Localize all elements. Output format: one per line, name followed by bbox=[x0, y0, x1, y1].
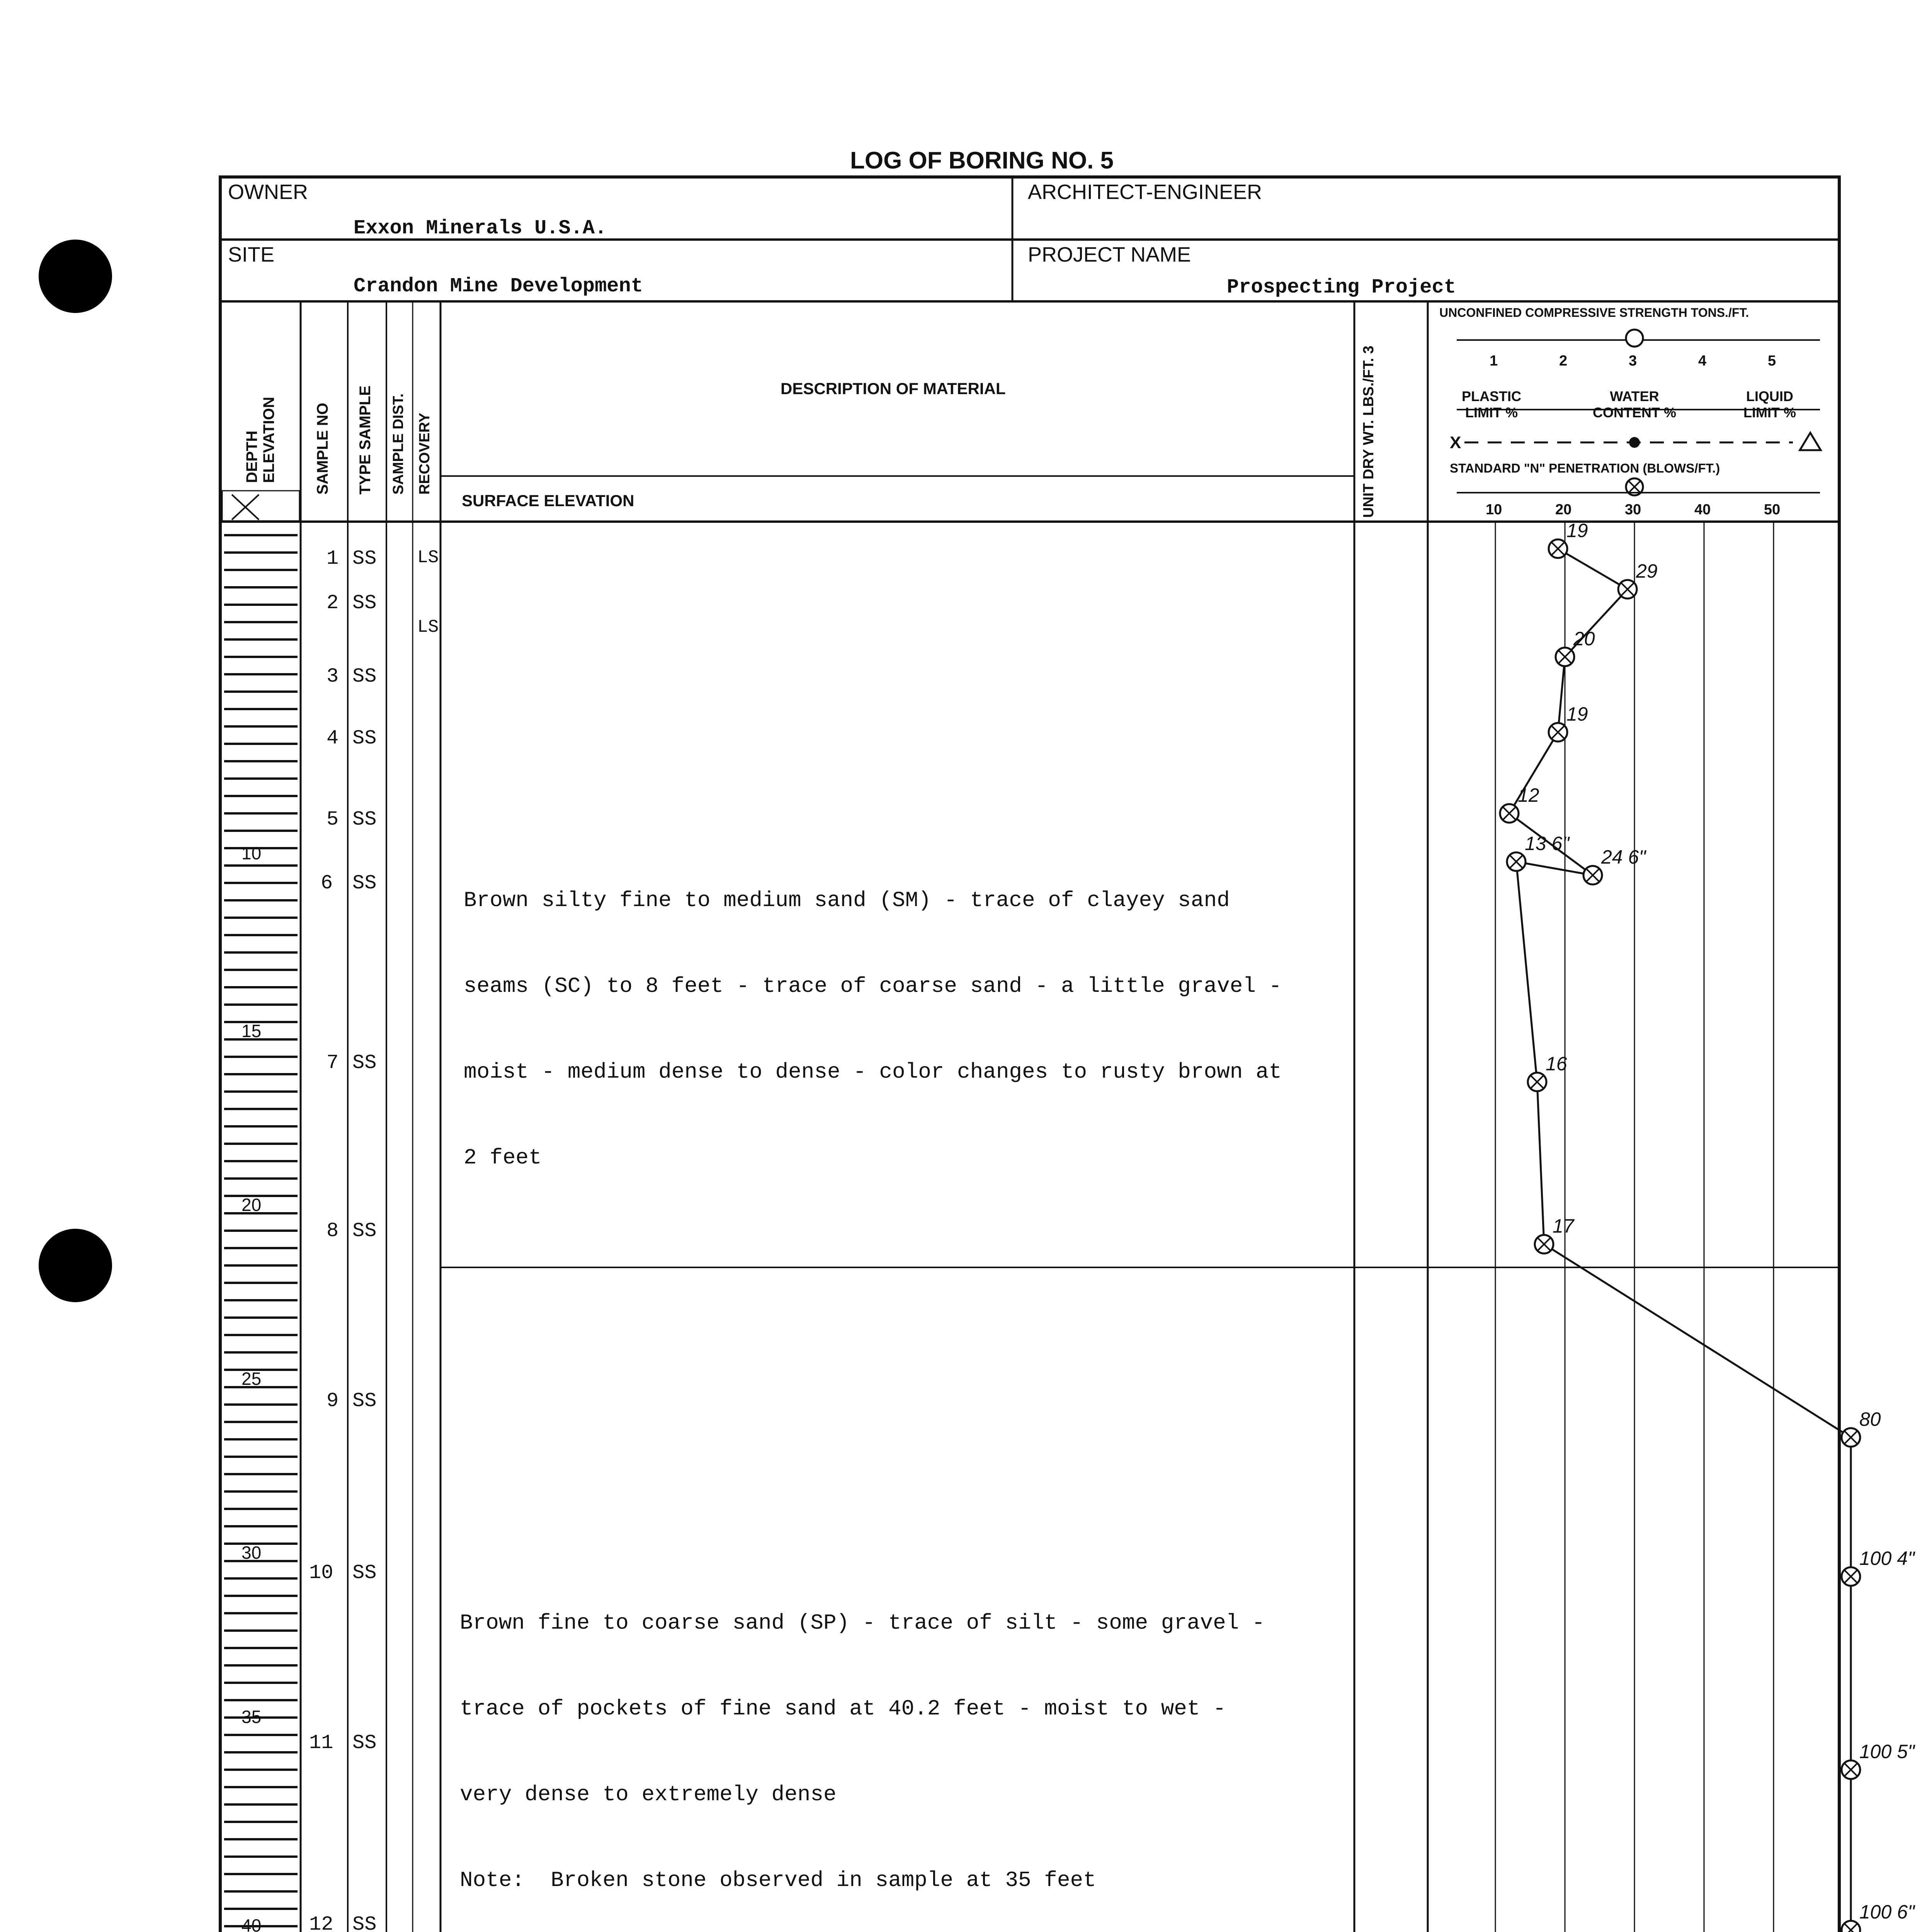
description-line: moist - medium dense to dense - color changes to rusty brown at bbox=[464, 1060, 1282, 1084]
sample-type: SS bbox=[352, 727, 377, 750]
depth-label: 40 bbox=[242, 1915, 262, 1932]
penetration-point bbox=[1500, 784, 1539, 823]
penetration-label: 19 bbox=[1566, 703, 1588, 725]
description-line: Brown fine to coarse sand (SP) - trace of silt - some gravel - bbox=[460, 1611, 1265, 1635]
penetration-label: 100 6" bbox=[1859, 1901, 1915, 1923]
penetration-tick: 40 bbox=[1694, 502, 1711, 518]
penetration-label: 17 bbox=[1553, 1215, 1574, 1237]
penetration-label: 13 6" bbox=[1525, 833, 1570, 854]
sample-number: 3 bbox=[327, 665, 339, 688]
site-value: Crandon Mine Development bbox=[354, 275, 643, 298]
penetration-point bbox=[1842, 1901, 1915, 1932]
penetration-label: 16 bbox=[1546, 1053, 1567, 1075]
owner-label: OWNER bbox=[228, 180, 308, 204]
sample-number: 9 bbox=[327, 1389, 339, 1412]
description-line: trace of pockets of fine sand at 40.2 feet - moist to wet - bbox=[460, 1696, 1226, 1721]
description-header: DESCRIPTION OF MATERIAL bbox=[781, 379, 1006, 398]
description-line: Brown silty fine to medium sand (SM) - trace of clayey sand bbox=[464, 888, 1230, 913]
sample-type: SS bbox=[352, 592, 377, 614]
project-label: PROJECT NAME bbox=[1028, 243, 1191, 266]
type-sample-header: TYPE SAMPLE bbox=[357, 385, 374, 495]
unit-dry-wt-header: UNIT DRY WT. LBS./FT. 3 bbox=[1361, 345, 1377, 518]
sample-type: SS bbox=[352, 1731, 377, 1754]
owner-value: Exxon Minerals U.S.A. bbox=[354, 217, 607, 240]
sample-number: 4 bbox=[327, 727, 339, 750]
sample-no-header: SAMPLE NO bbox=[314, 403, 331, 495]
depth-label: 25 bbox=[242, 1369, 262, 1389]
penetration-tick: 30 bbox=[1625, 502, 1641, 518]
depth-elevation-header: DEPTH ELEVATION bbox=[243, 397, 277, 483]
sample-type: SS bbox=[352, 1913, 377, 1932]
penetration-tick: 20 bbox=[1555, 502, 1572, 518]
penetration-point bbox=[1842, 1548, 1915, 1586]
penetration-point bbox=[1549, 520, 1588, 558]
penetration-label: 29 bbox=[1636, 560, 1658, 582]
penetration-point bbox=[1556, 628, 1595, 666]
site-label: SITE bbox=[228, 243, 275, 266]
sample-type: SS bbox=[352, 808, 377, 831]
sample-number: 8 bbox=[327, 1219, 339, 1242]
unconfined-tick: 2 bbox=[1559, 353, 1568, 369]
depth-label: 15 bbox=[242, 1021, 262, 1041]
penetration-point bbox=[1528, 1053, 1567, 1091]
liquid-limit-label: LIQUID LIMIT % bbox=[1743, 388, 1796, 420]
penetration-line bbox=[1509, 549, 1851, 1437]
sample-type: SS bbox=[352, 1561, 377, 1584]
unconfined-tick: 3 bbox=[1629, 353, 1637, 369]
unconfined-strength-header: UNCONFINED COMPRESSIVE STRENGTH TONS./FT. bbox=[1439, 306, 1749, 320]
sample-number: 11 bbox=[309, 1731, 333, 1754]
penetration-label: 100 5" bbox=[1859, 1741, 1915, 1762]
water-content-label: WATER CONTENT % bbox=[1593, 388, 1676, 420]
sample-type: SS bbox=[352, 1219, 377, 1242]
unconfined-tick: 5 bbox=[1768, 353, 1776, 369]
penetration-label: 80 bbox=[1859, 1408, 1881, 1430]
penetration-tick: 50 bbox=[1764, 502, 1781, 518]
penetration-tick: 10 bbox=[1486, 502, 1502, 518]
penetration-label: 24 6" bbox=[1601, 846, 1646, 868]
penetration-point bbox=[1583, 846, 1646, 884]
penetration-point bbox=[1618, 560, 1658, 599]
recovery-header: RECOVERY bbox=[417, 413, 433, 495]
penetration-label: 19 bbox=[1566, 520, 1588, 541]
architect-label: ARCHITECT-ENGINEER bbox=[1028, 180, 1262, 204]
sample-type: SS bbox=[352, 1389, 377, 1412]
sample-number: 1 bbox=[327, 547, 339, 570]
sample-number: 10 bbox=[309, 1561, 333, 1584]
standard-penetration-label: STANDARD "N" PENETRATION (BLOWS/FT.) bbox=[1450, 461, 1720, 475]
sample-number: 5 bbox=[327, 808, 339, 831]
sample-number: 7 bbox=[327, 1051, 339, 1074]
penetration-point bbox=[1842, 1741, 1915, 1779]
sample-recovery: LS bbox=[417, 548, 439, 568]
sample-recovery: LS bbox=[417, 617, 439, 637]
penetration-label: 100 4" bbox=[1859, 1548, 1915, 1569]
sample-type: SS bbox=[352, 1051, 377, 1074]
penetration-point bbox=[1842, 1408, 1881, 1447]
unconfined-tick: 1 bbox=[1490, 353, 1498, 369]
penetration-point bbox=[1535, 1215, 1575, 1253]
sample-number: 6 bbox=[321, 872, 333, 895]
penetration-point bbox=[1549, 703, 1588, 742]
depth-label: 20 bbox=[242, 1195, 262, 1215]
sample-number: 12 bbox=[309, 1913, 333, 1932]
depth-label: 30 bbox=[242, 1543, 262, 1563]
description-line: seams (SC) to 8 feet - trace of coarse sand - a little gravel - bbox=[464, 974, 1282, 998]
plastic-limit-label: PLASTIC LIMIT % bbox=[1461, 388, 1521, 420]
sample-dist-header: SAMPLE DIST. bbox=[390, 393, 406, 495]
sample-type: SS bbox=[352, 547, 377, 570]
depth-label: 10 bbox=[242, 843, 262, 863]
unconfined-tick: 4 bbox=[1698, 353, 1707, 369]
page-title: LOG OF BORING NO. 5 bbox=[850, 147, 1114, 174]
description-line: very dense to extremely dense bbox=[460, 1782, 837, 1807]
description-line: Note: Broken stone observed in sample at 35 feet bbox=[460, 1868, 1096, 1893]
sample-type: SS bbox=[352, 872, 377, 895]
sample-type: SS bbox=[352, 665, 377, 688]
penetration-label: 12 bbox=[1518, 784, 1539, 806]
sample-number: 2 bbox=[327, 592, 339, 614]
depth-label: 35 bbox=[242, 1707, 262, 1727]
project-value: Prospecting Project bbox=[1227, 276, 1456, 299]
surface-elevation-label: SURFACE ELEVATION bbox=[462, 492, 634, 510]
description-line: 2 feet bbox=[464, 1145, 542, 1170]
svg-text:X: X bbox=[1450, 433, 1461, 452]
penetration-label: 20 bbox=[1573, 628, 1595, 650]
